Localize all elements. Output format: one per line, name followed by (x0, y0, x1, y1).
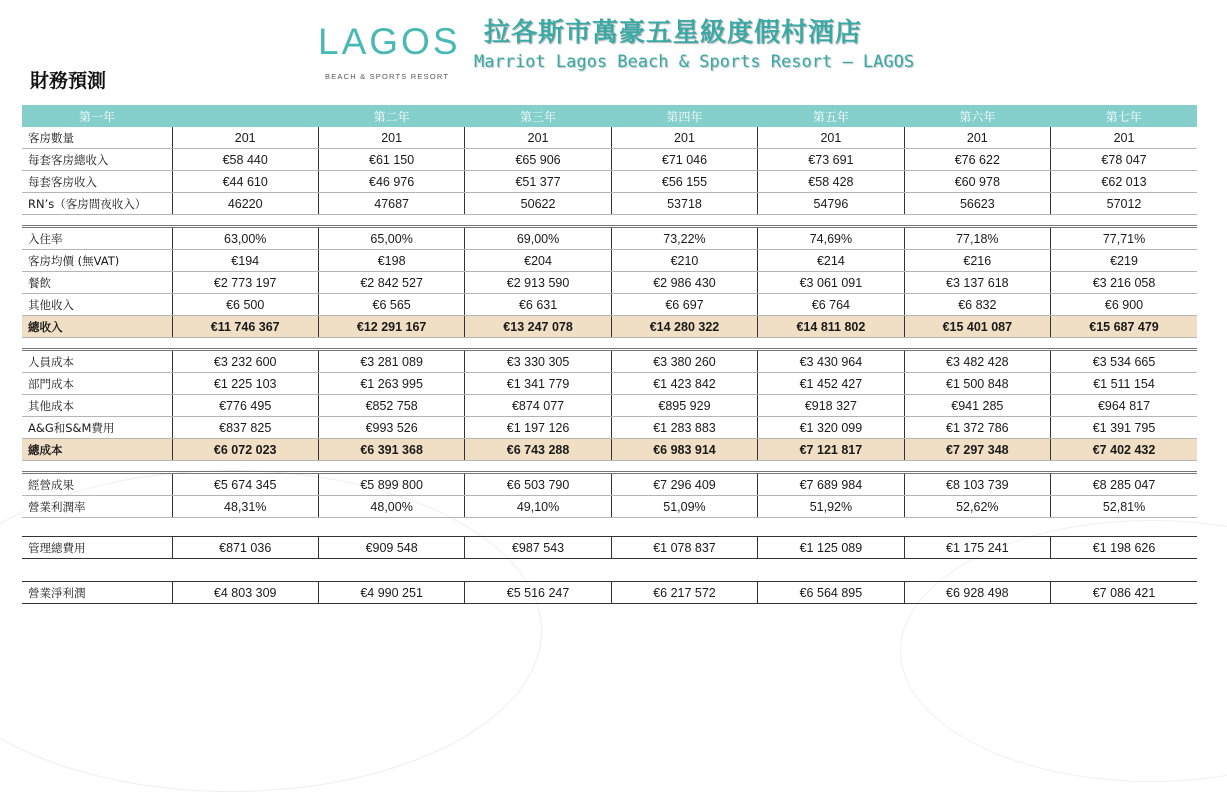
table-cell: €204 (465, 250, 611, 272)
table-cell: 74,69% (758, 227, 904, 250)
table-cell: €62 013 (1051, 171, 1197, 193)
table-cell: €61 150 (318, 149, 464, 171)
table-cell: €56 155 (611, 171, 757, 193)
column-header (172, 105, 318, 127)
table-cell: €76 622 (904, 149, 1050, 171)
table-cell: 201 (611, 127, 757, 149)
table-cell: €941 285 (904, 395, 1050, 417)
table-cell: €4 803 309 (172, 582, 318, 604)
table-row (22, 582, 1197, 604)
table-cell: €14 280 322 (611, 316, 757, 338)
row-label: 客房均價 (無VAT) (22, 250, 172, 272)
table-cell: €3 430 964 (758, 350, 904, 373)
table-cell: €7 296 409 (611, 473, 757, 496)
table-cell: €2 773 197 (172, 272, 318, 294)
row-label: 每套客房總收入 (22, 149, 172, 171)
table-cell: €71 046 (611, 149, 757, 171)
table-cell: €7 121 817 (758, 439, 904, 461)
table-cell: €2 986 430 (611, 272, 757, 294)
table-cell: 51,92% (758, 496, 904, 518)
table-cell: €6 697 (611, 294, 757, 316)
table-cell: €909 548 (318, 537, 464, 559)
table-cell: €4 990 251 (318, 582, 464, 604)
table-cell: €15 687 479 (1051, 316, 1197, 338)
table-cell: 201 (904, 127, 1050, 149)
table-cell: €1 452 427 (758, 373, 904, 395)
row-label: A&G和S&M費用 (22, 417, 172, 439)
table-cell: 69,00% (465, 227, 611, 250)
table-row (22, 473, 1197, 496)
table-cell: €5 899 800 (318, 473, 464, 496)
table-cell: 53718 (611, 193, 757, 215)
table-cell: 201 (465, 127, 611, 149)
table-cell: €6 500 (172, 294, 318, 316)
table-cell: €1 391 795 (1051, 417, 1197, 439)
logo-subtitle: BEACH & SPORTS RESORT (325, 72, 450, 81)
table-cell: 56623 (904, 193, 1050, 215)
row-label: 客房數量 (22, 127, 172, 149)
row-label: 總收入 (22, 316, 172, 338)
table-row (22, 439, 1197, 461)
table-cell: €194 (172, 250, 318, 272)
table-cell: €5 674 345 (172, 473, 318, 496)
table-cell: €5 516 247 (465, 582, 611, 604)
table-cell: €3 137 618 (904, 272, 1050, 294)
table-cell: €3 482 428 (904, 350, 1050, 373)
table-row (22, 316, 1197, 338)
table-cell: €198 (318, 250, 464, 272)
table-row (22, 149, 1197, 171)
table-cell: €219 (1051, 250, 1197, 272)
table-cell: €6 565 (318, 294, 464, 316)
table-cell: €44 610 (172, 171, 318, 193)
lagos-logo (318, 22, 468, 84)
table-row (22, 127, 1197, 149)
table-row (22, 193, 1197, 215)
table-cell: €7 297 348 (904, 439, 1050, 461)
table-row (22, 417, 1197, 439)
table-cell: €1 423 842 (611, 373, 757, 395)
table-cell: €51 377 (465, 171, 611, 193)
table-spacer (22, 518, 1197, 537)
table-cell: €6 983 914 (611, 439, 757, 461)
table-cell: €13 247 078 (465, 316, 611, 338)
logo-wordmark: LAGOS (318, 21, 461, 62)
table-cell: 57012 (1051, 193, 1197, 215)
row-label: 總成本 (22, 439, 172, 461)
column-header: 第四年 (611, 105, 757, 127)
table-cell: 48,31% (172, 496, 318, 518)
row-label: 人員成本 (22, 350, 172, 373)
table-cell: 47687 (318, 193, 464, 215)
table-spacer (22, 338, 1197, 350)
row-label: 其他成本 (22, 395, 172, 417)
column-header: 第五年 (758, 105, 904, 127)
table-cell: €46 976 (318, 171, 464, 193)
table-cell: 65,00% (318, 227, 464, 250)
table-row (22, 250, 1197, 272)
table-cell: €6 072 023 (172, 439, 318, 461)
table-cell: €871 036 (172, 537, 318, 559)
table-row (22, 272, 1197, 294)
table-cell: €7 689 984 (758, 473, 904, 496)
table-cell: 201 (172, 127, 318, 149)
row-label: 營業淨利潤 (22, 582, 172, 604)
table-cell: €214 (758, 250, 904, 272)
table-cell: €895 929 (611, 395, 757, 417)
column-header: 第二年 (318, 105, 464, 127)
table-cell: €2 842 527 (318, 272, 464, 294)
column-header: 第三年 (465, 105, 611, 127)
row-label: 每套客房收入 (22, 171, 172, 193)
table-cell: 46220 (172, 193, 318, 215)
financial-forecast-table (22, 105, 1197, 604)
table-cell: €60 978 (904, 171, 1050, 193)
table-row (22, 171, 1197, 193)
table-cell: €11 746 367 (172, 316, 318, 338)
table-cell: €6 631 (465, 294, 611, 316)
table-cell: 50622 (465, 193, 611, 215)
table-row (22, 294, 1197, 316)
table-cell: €6 217 572 (611, 582, 757, 604)
table-cell: €1 372 786 (904, 417, 1050, 439)
row-label: RN’s（客房間夜收入） (22, 193, 172, 215)
table-cell: €3 281 089 (318, 350, 464, 373)
table-cell: €1 263 995 (318, 373, 464, 395)
table-cell: €1 198 626 (1051, 537, 1197, 559)
table-cell: €3 232 600 (172, 350, 318, 373)
table-cell: €6 743 288 (465, 439, 611, 461)
table-cell: €3 534 665 (1051, 350, 1197, 373)
table-cell: €1 320 099 (758, 417, 904, 439)
table-header-row (22, 105, 1197, 127)
table-cell: 201 (318, 127, 464, 149)
table-cell: €852 758 (318, 395, 464, 417)
table-cell: 48,00% (318, 496, 464, 518)
table-cell: 51,09% (611, 496, 757, 518)
table-cell: €874 077 (465, 395, 611, 417)
table-cell: €12 291 167 (318, 316, 464, 338)
table-cell: €3 216 058 (1051, 272, 1197, 294)
table-cell: €14 811 802 (758, 316, 904, 338)
row-label: 管理總費用 (22, 537, 172, 559)
table-cell: €8 103 739 (904, 473, 1050, 496)
column-header: 第七年 (1051, 105, 1197, 127)
table-cell: €1 197 126 (465, 417, 611, 439)
column-header: 第一年 (22, 105, 172, 127)
table-cell: 52,62% (904, 496, 1050, 518)
table-spacer (22, 559, 1197, 582)
table-cell: €6 900 (1051, 294, 1197, 316)
table-cell: 77,18% (904, 227, 1050, 250)
table-cell: €1 283 883 (611, 417, 757, 439)
table-row (22, 395, 1197, 417)
table-row (22, 537, 1197, 559)
table-cell: €15 401 087 (904, 316, 1050, 338)
table-spacer (22, 461, 1197, 473)
table-cell: €6 764 (758, 294, 904, 316)
table-cell: €6 928 498 (904, 582, 1050, 604)
table-cell: €6 832 (904, 294, 1050, 316)
table-cell: 49,10% (465, 496, 611, 518)
table-row (22, 350, 1197, 373)
table-cell: €3 061 091 (758, 272, 904, 294)
table-cell: €1 225 103 (172, 373, 318, 395)
table-cell: 54796 (758, 193, 904, 215)
table-cell: €1 175 241 (904, 537, 1050, 559)
table-cell: €6 503 790 (465, 473, 611, 496)
table-cell: 201 (1051, 127, 1197, 149)
table-cell: 201 (758, 127, 904, 149)
table-cell: 63,00% (172, 227, 318, 250)
table-cell: €1 078 837 (611, 537, 757, 559)
hotel-title-chinese: 拉各斯市萬豪五星級度假村酒店 (484, 18, 863, 48)
table-cell: €3 330 305 (465, 350, 611, 373)
table-cell: €216 (904, 250, 1050, 272)
table-cell: €6 564 895 (758, 582, 904, 604)
table-cell: €776 495 (172, 395, 318, 417)
row-label: 入住率 (22, 227, 172, 250)
table-row (22, 496, 1197, 518)
table-cell: €65 906 (465, 149, 611, 171)
table-cell: €6 391 368 (318, 439, 464, 461)
table-cell: €1 125 089 (758, 537, 904, 559)
table-cell: €2 913 590 (465, 272, 611, 294)
table-cell: €1 511 154 (1051, 373, 1197, 395)
table-cell: €3 380 260 (611, 350, 757, 373)
table-cell: €918 327 (758, 395, 904, 417)
row-label: 其他收入 (22, 294, 172, 316)
table-spacer (22, 215, 1197, 227)
table-row (22, 227, 1197, 250)
row-label: 餐飲 (22, 272, 172, 294)
page-title: 財務預測 (30, 70, 107, 92)
table-cell: €837 825 (172, 417, 318, 439)
table-row (22, 373, 1197, 395)
table-cell: €78 047 (1051, 149, 1197, 171)
table-cell: €1 500 848 (904, 373, 1050, 395)
table-cell: €58 440 (172, 149, 318, 171)
table-cell: €1 341 779 (465, 373, 611, 395)
table-cell: €7 402 432 (1051, 439, 1197, 461)
table-cell: €7 086 421 (1051, 582, 1197, 604)
table-cell: 77,71% (1051, 227, 1197, 250)
table-cell: €210 (611, 250, 757, 272)
hotel-title-english: Marriot Lagos Beach & Sports Resort – LAGOS (474, 52, 915, 72)
table-cell: €987 543 (465, 537, 611, 559)
table-cell: €58 428 (758, 171, 904, 193)
row-label: 經營成果 (22, 473, 172, 496)
row-label: 營業利潤率 (22, 496, 172, 518)
table-cell: €964 817 (1051, 395, 1197, 417)
row-label: 部門成本 (22, 373, 172, 395)
table-cell: 73,22% (611, 227, 757, 250)
table-cell: €993 526 (318, 417, 464, 439)
table-cell: €73 691 (758, 149, 904, 171)
table-cell: €8 285 047 (1051, 473, 1197, 496)
table-cell: 52,81% (1051, 496, 1197, 518)
column-header: 第六年 (904, 105, 1050, 127)
